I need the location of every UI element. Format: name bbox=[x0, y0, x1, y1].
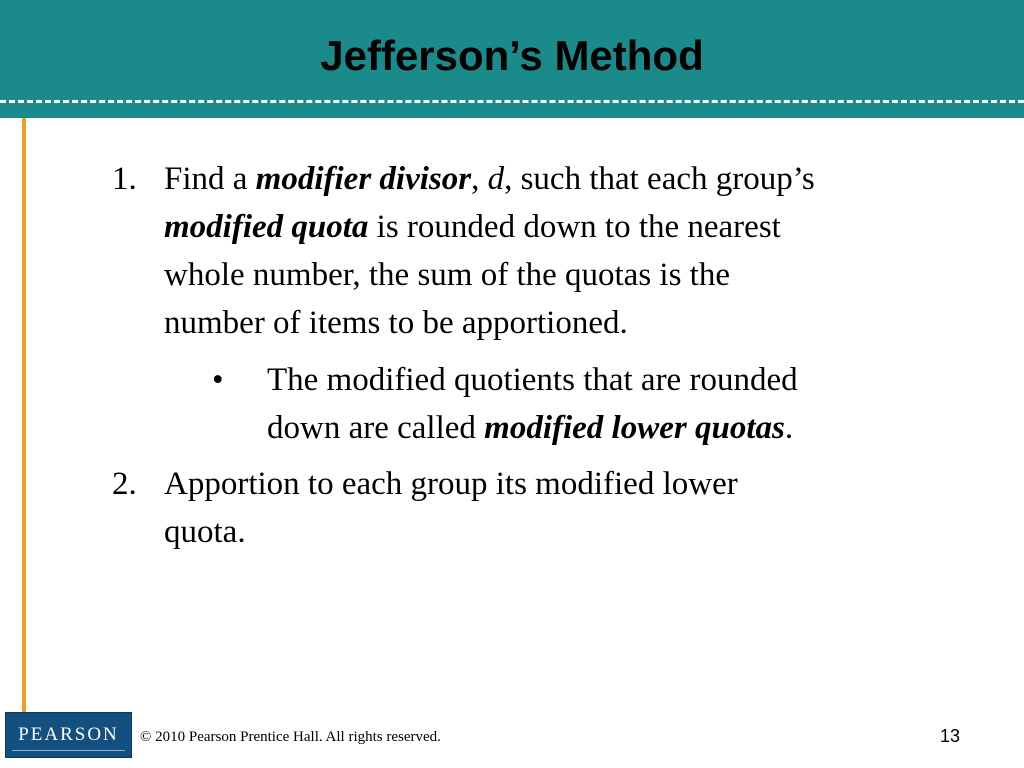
step-1-line-4: number of items to be apportioned. bbox=[164, 305, 628, 341]
step-1-line-2 bbox=[164, 203, 964, 251]
variable-d: d bbox=[487, 161, 505, 197]
pearson-logo-text: PEARSON bbox=[18, 724, 119, 745]
step-1-number: 1. bbox=[112, 161, 137, 197]
step-1-line-1 bbox=[164, 155, 964, 203]
step-1-text: is rounded down to the nearest bbox=[368, 209, 781, 245]
bullet-text: . bbox=[784, 410, 794, 446]
step-1-text: , such that each group’s bbox=[504, 161, 815, 197]
term-modifier-divisor: modifier divisor bbox=[255, 161, 472, 197]
bullet-text: down are called bbox=[267, 410, 485, 446]
step-1-text: Find a bbox=[164, 161, 256, 197]
term-modified-lower-quotas: modified lower quotas bbox=[484, 410, 785, 446]
pearson-logo-underline bbox=[12, 750, 125, 751]
page-number: 13 bbox=[940, 726, 961, 746]
step-1-text: , bbox=[471, 161, 488, 197]
step-2-number: 2. bbox=[112, 466, 137, 502]
step-2-line-2: quota. bbox=[164, 514, 246, 550]
copyright-notice: © 2010 Pearson Prentice Hall. All rights reserved. bbox=[140, 729, 441, 745]
step-2-line-1: Apportion to each group its modified lower bbox=[164, 466, 738, 502]
slide-title: Jefferson’s Method bbox=[320, 32, 704, 79]
term-modified-quota: modified quota bbox=[164, 209, 369, 245]
bullet-marker: • bbox=[212, 362, 224, 398]
bullet-line-1: The modified quotients that are rounded bbox=[267, 362, 798, 398]
bullet-line-2 bbox=[267, 404, 957, 452]
step-1-line-3: whole number, the sum of the quotas is the bbox=[164, 257, 730, 293]
pearson-logo bbox=[5, 712, 132, 758]
